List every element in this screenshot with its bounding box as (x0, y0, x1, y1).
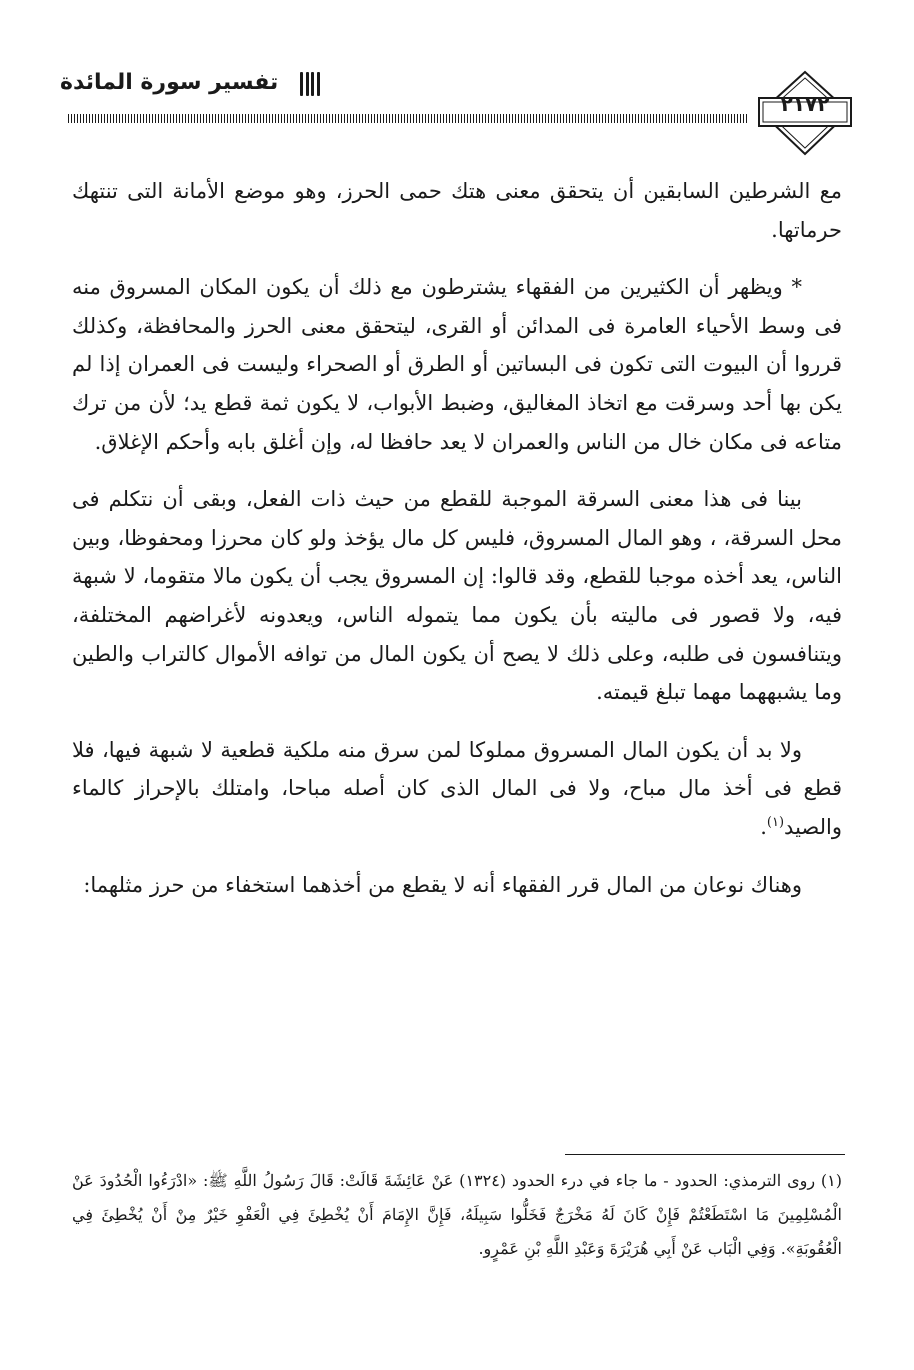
footnote-text: (١) روى الترمذي: الحدود - ما جاء في درء الحدود (١٣٢٤) عَنْ عَائِشَةَ قَالَتْ: قَالَ رَسُولُ اللَّهِ ﷺ: «ادْرَءُوا الْحُدُودَ عَنْ الْمُسْلِمِينَ مَا اسْتَطَعْتُمْ فَإِنْ كَانَ لَهُ مَخْرَجٌ فَخَلُّوا سَبِيلَهُ، فَإِنَّ الإِمَامَ أَنْ يُخْطِئَ فِي الْعَفْوِ خَيْرٌ مِنْ أَنْ يُخْطِئَ فِي الْعُقُوبَةِ». وَفِي الْبَاب عَنْ أَبِي هُرَيْرَةَ وَعَبْدِ اللَّهِ بْنِ عَمْرٍو. (72, 1171, 843, 1258)
page-number: ٢١٧٢ (780, 92, 830, 116)
paragraph-text: ولا بد أن يكون المال المسروق مملوكا لمن سرق منه ملكية قطعية لا شبهة فيها، فلا قطع فى أخذ مال مباح، ولا فى المال الذى كان أصله مباحا، وامتلك بالإحراز كالماء والصيد (72, 737, 842, 839)
footnote-rule (565, 1154, 845, 1155)
paragraph-end: . (760, 814, 767, 839)
page-number-badge (755, 70, 855, 160)
paragraph: وهناك نوعان من المال قرر الفقهاء أنه لا يقطع من أخذهما استخفاء من حرز مثلهما: (83, 872, 802, 897)
running-title: تفسير سورة المائدة (60, 70, 279, 95)
footnote (72, 1164, 842, 1266)
paragraph: مع الشرطين السابقين أن يتحقق معنى هتك حمى الحرز، وهو موضع الأمانة التى تنتهك حرماتها. (72, 179, 842, 242)
paragraph (72, 731, 842, 847)
header-rule (68, 114, 748, 123)
footnote-marker[interactable]: (١) (766, 814, 785, 830)
body-text (72, 172, 842, 923)
header-ornament-icon (300, 72, 320, 96)
paragraph: * ويظهر أن الكثيرين من الفقهاء يشترطون مع ذلك أن يكون المكان المسروق منه فى وسط الأحياء العامرة فى المدائن أو القرى، ليتحقق معنى الحرز والمحافظة، وكذلك قرروا أن البيوت التى تكون فى البساتين أو الطرق أو الصحراء وليست فى العمران إذا لم يكن بها أحد وسرقت مع اتخاذ المغاليق، وضبط الأبواب، لا يكون ثمة قطع يد؛ لأن من ترك متاعه فى مكان خال من الناس والعمران لا يعد حافظا له، وإن أغلق بابه وأحكم الإغلاق. (72, 275, 842, 454)
paragraph: بينا فى هذا معنى السرقة الموجبة للقطع من حيث ذات الفعل، وبقى أن نتكلم فى محل السرقة، ، وهو المال المسروق، فليس كل مال يؤخذ ولو كان محرزا ومحفوظا، وبين الناس، يعد أخذه موجبا للقطع، وقد قالوا: إن المسروق يجب أن يكون مالا متقوما، لا شبهة فيه، ولا قصور فى ماليته بأن يكون مما يتموله الناس، ويعدونه لأغراضهم المختلفة، ويتنافسون فى طلبه، وعلى ذلك لا يصح أن يكون المال من توافه الأموال كالتراب والطين وما يشبههما مهما تبلغ قيمته. (72, 487, 842, 705)
